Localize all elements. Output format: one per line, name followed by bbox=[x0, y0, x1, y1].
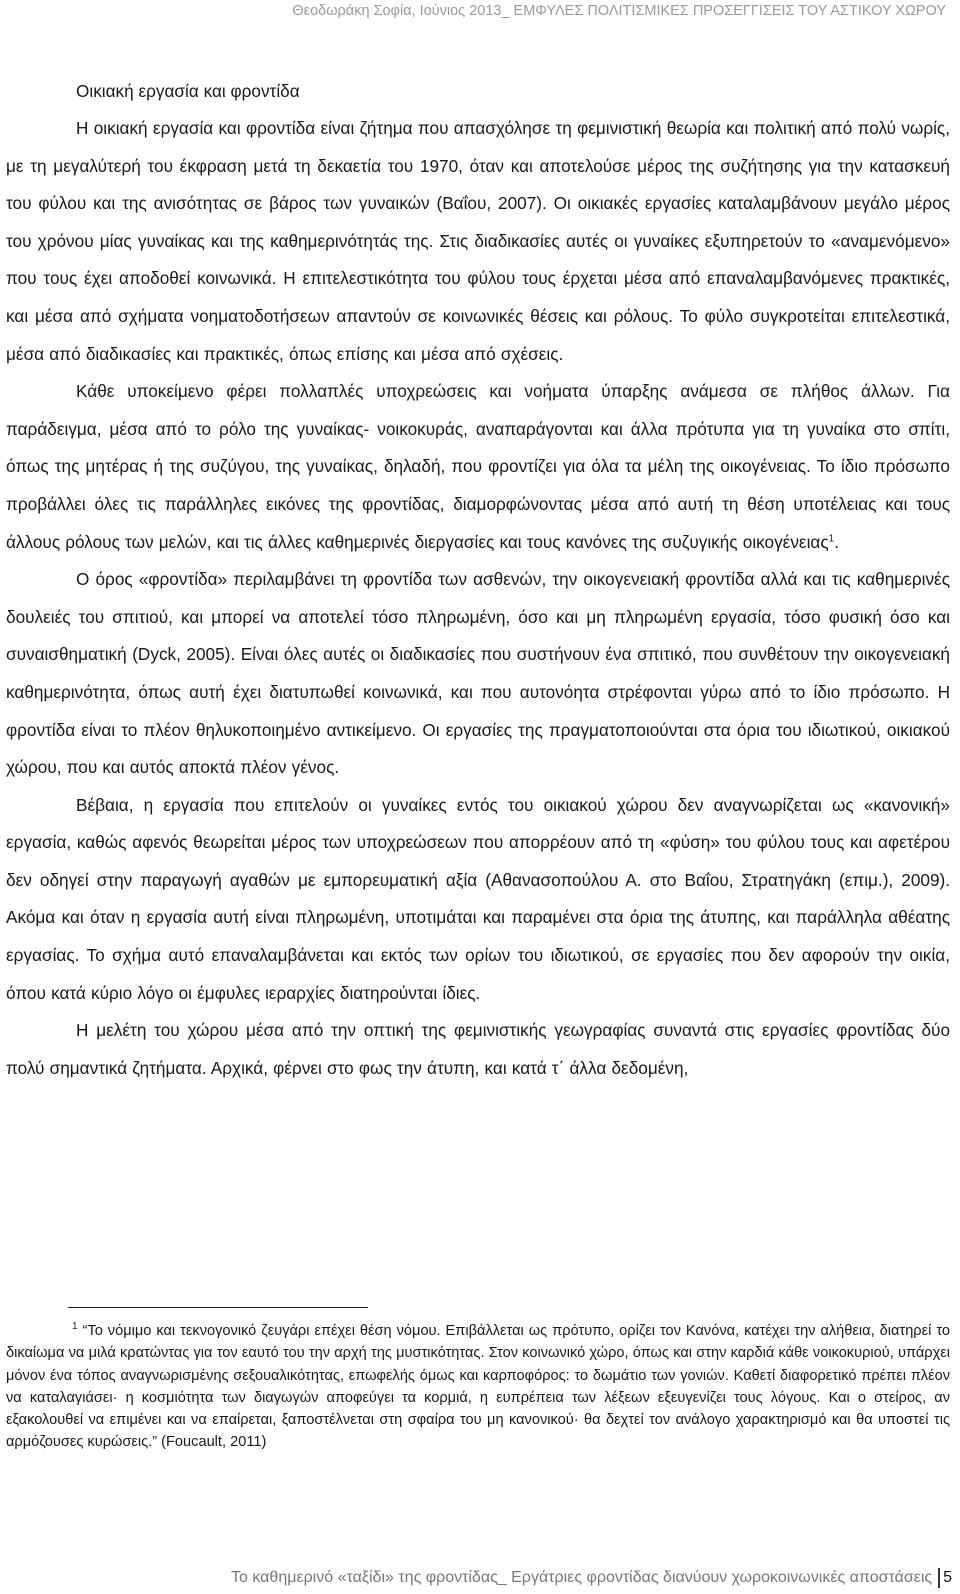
section-title: Οικιακή εργασία και φροντίδα bbox=[76, 81, 300, 101]
footnote-text: “Το νόμιμο και τεκνογονικό ζευγάρι επέχει θέση νόμου. Επιβάλλεται ως πρότυπο, ορίζει τον Κανόνα, κατέχει την αλήθεια, διατηρεί το δικαίωμα να μιλά κρατώντας για τον εαυτό του την αρχή της μυστικότητας. Στον κοινωνικό χώρο, όπως και στην καρδιά κάθε νοικοκυριού, υπάρχει μόνον ένα τόπος αναγνωρισμένης σεξουαλικότητας, επωφελής όμως και καρποφόρος: το δωμάτιο των γονιών. Καθετί διαφορετικό πρέπει πλέον να καταλαγιάσει· η κοσμιότητα των διαγωγών αποφεύγει τα κορμιά, η ευπρέπεια των λέξεων εξευγενίζει τους λόγους. Και ο στείρος, αν εξακολουθεί να επιμένει και να επαίρεται, ξαποστέλνεται στη σφαίρα του μη κανονικού· θα δεχτεί τον ανάλογο χαρακτηρισμό και θα υποστεί τις αρμόζουσες κυρώσεις.” (Foucault, 2011) bbox=[6, 1323, 951, 1451]
paragraph-5: Η μελέτη του χώρου μέσα από την οπτική της φεμινιστικής γεωγραφίας συναντά στις εργασίες φροντίδας δύο πολύ σημαντικά ζητήματα. Αρχικά, φέρνει στο φως την άτυπη, και κατά τ΄ άλλα δεδομένη, bbox=[6, 1020, 950, 1078]
footer-title: Το καθημερινό «ταξίδι» της φροντίδας_ Εργάτριες φροντίδας διανύουν χωροκοινωνικές αποστάσεις bbox=[231, 1569, 933, 1586]
footnote-separator bbox=[68, 1307, 368, 1308]
main-content bbox=[6, 72, 950, 1087]
paragraph-2-text: Κάθε υποκείμενο φέρει πολλαπλές υποχρεώσεις και νοήματα ύπαρξης ανάμεσα σε πλήθος άλλων. Για παράδειγμα, μέσα από το ρόλο της γυναίκας- νοικοκυράς, αναπαράγονται και άλλα πρότυπα για τη γυναίκα στο σπίτι, όπως της μητέρας ή της συζύγου, της γυναίκας, δηλαδή, που φροντίζει για όλα τα μέλη της οικογένειας. Το ίδιο πρόσωπο προβάλλει όλες τις παράλληλες εικόνες της φροντίδας, διαμορφώνοντας μέσα από αυτή τη θέση υποτέλειας και τους άλλους ρόλους των μελών, και τις άλλες καθημερινές διεργασίες και τους κανόνες της συζυγικής οικογένειας bbox=[6, 381, 950, 552]
footnote bbox=[6, 1320, 950, 1454]
paragraph-1: Η οικιακή εργασία και φροντίδα είναι ζήτημα που απασχόλησε τη φεμινιστική θεωρία και πολιτική από πολύ νωρίς, με τη μεγαλύτερή του έκφραση μετά τη δεκαετία του 1970, όταν και αποτελούσε μέρος της συζήτησης για την κατασκευή του φύλου και της ανισότητας σε βάρος των γυναικών (Βαΐου, 2007). Οι οικιακές εργασίες καταλαμβάνουν μεγάλο μέρος του χρόνου μίας γυναίκας και της καθημερινότητάς της. Στις διαδικασίες αυτές οι γυναίκες εξυπηρετούν το «αναμενόμενο» που τους έχει αποδοθεί κοινωνικά. Η επιτελεστικότητα του φύλου τους έρχεται μέσα από επαναλαμβανόμενες πρακτικές, και μέσα από σχήματα νοηματοδοτήσεων απαντούν σε κοινωνικές θέσεις και ρόλους. Το φύλο συγκροτείται επιτελεστικά, μέσα από διαδικασίες και πρακτικές, όπως επίσης και μέσα από σχέσεις. bbox=[6, 118, 950, 364]
paragraph-4: Βέβαια, η εργασία που επιτελούν οι γυναίκες εντός του οικιακού χώρου δεν αναγνωρίζεται ως «κανονική» εργασία, καθώς αφενός θεωρείται μέρος των υποχρεώσεων που απορρέουν από τη «φύση» του φύλου τους και αφετέρου δεν οδηγεί στην παραγωγή αγαθών με εμπορευματική αξία (Αθανασοπούλου Α. στο Βαΐου, Στρατηγάκη (επιμ.), 2009). Ακόμα και όταν η εργασία αυτή είναι πληρωμένη, υποτιμάται και παραμένει στα όρια της άτυπης, και παράλληλα αθέατης εργασίας. Το σχήμα αυτό επαναλαμβάνεται και εκτός των ορίων του ιδιωτικού, σε εργασίες που δεν αφορούν την οικία, όπου κατά κύριο λόγο οι έμφυλες ιεραρχίες διατηρούνται ίδιες. bbox=[6, 794, 950, 1003]
paragraph-2-end: . bbox=[834, 531, 839, 552]
footnote-reference[interactable]: 1 bbox=[828, 532, 835, 544]
running-footer bbox=[120, 1566, 952, 1590]
page-number-separator bbox=[938, 1568, 940, 1588]
running-header: Θεοδωράκη Σοφία, Ιούνιος 2013_ ΕΜΦΥΛΕΣ ΠΟΛΙΤΙΣΜΙΚΕΣ ΠΡΟΣΕΓΓΙΣΕΙΣ ΤΟΥ ΑΣΤΙΚΟΥ ΧΩΡΟΥ bbox=[292, 3, 946, 19]
page-number: 5 bbox=[943, 1569, 952, 1586]
paragraph-3: Ο όρος «φροντίδα» περιλαμβάνει τη φροντίδα των ασθενών, την οικογενειακή φροντίδα αλλά και τις καθημερινές δουλειές του σπιτιού, και μπορεί να αποτελεί τόσο πληρωμένη, όσο και μη πληρωμένη εργασία, τόσο φυσική όσο και συναισθηματική (Dyck, 2005). Είναι όλες αυτές οι διαδικασίες που συστήνουν ένα σπιτικό, που συνθέτουν την οικογενειακή καθημερινότητα, όπως αυτή έχει διατυπωθεί κοινωνικά, και που αυτονόητα στρέφονται γύρω από το ίδιο πρόσωπο. Η φροντίδα είναι το πλέον θηλυκοποιημένο αντικείμενο. Οι εργασίες της πραγματοποιούνται στα όρια του ιδιωτικού, οικιακού χώρου, που και αυτός αποκτά πλέον γένος. bbox=[6, 569, 950, 778]
paragraph-2 bbox=[6, 373, 950, 561]
footnote-number: 1 bbox=[72, 1321, 78, 1333]
